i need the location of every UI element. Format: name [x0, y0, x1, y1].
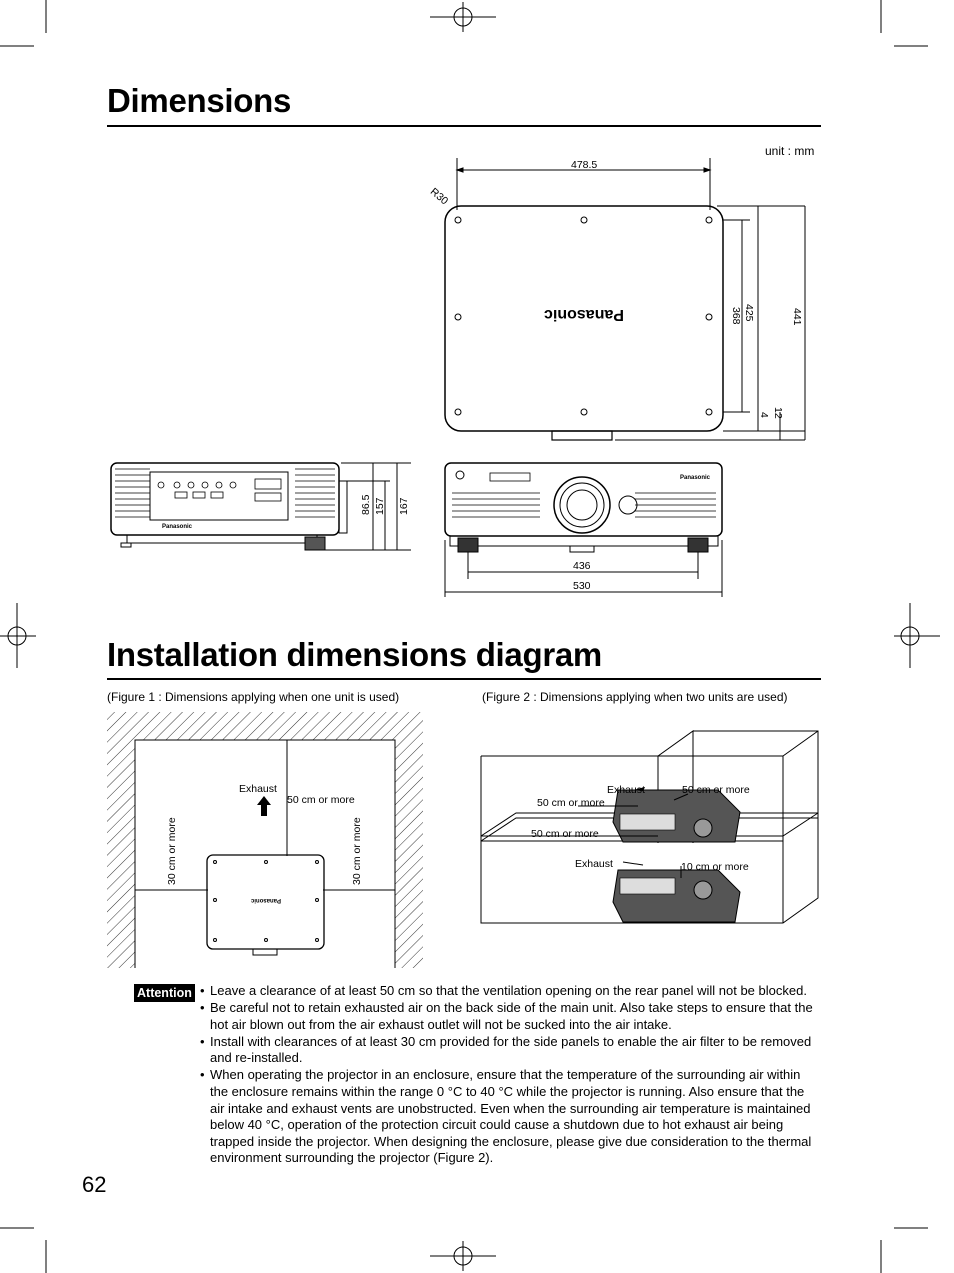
figure1-diagram [105, 710, 425, 970]
figure2-top-right-clearance-label: 50 cm or more [682, 784, 750, 796]
top-brand-logo: Panasonic [543, 306, 625, 323]
heading-dimensions: Dimensions [107, 82, 292, 119]
top-depth-b-label: 425 [743, 304, 755, 322]
figure1-right-clearance-label: 30 cm or more [351, 817, 363, 885]
heading-rule-2 [107, 678, 821, 680]
front-feet-span-label: 436 [573, 560, 591, 572]
side-brand-logo: Panasonic [162, 524, 193, 530]
figure1-rear-clearance-label: 50 cm or more [287, 794, 355, 806]
top-depth-total-label: 441 [791, 308, 803, 326]
figure2-between-clearance-label: 10 cm or more [681, 861, 749, 873]
figure1-left-clearance-label: 30 cm or more [166, 817, 178, 885]
heading-rule [107, 125, 821, 127]
projector-top-view [420, 150, 820, 450]
figure1-caption: (Figure 1 : Dimensions applying when one unit is used) [107, 690, 400, 704]
attention-note: • When operating the projector in an enclosure, ensure that the temperature of the surrounding air within the enclosure remains within the range 0 °C to 40 °C while the projector is running. Also ensure that the air intake and exhaust vents are unobstructed. Even when the surrounding air temperature is maintained below 40 °C, operation of the protection circuit could cause a shutdown due to hot exhaust air being trapped inside the projector. When designing the enclosure, please give due consideration to the thermal environment surrounding the projector (Figure 2). [200, 1067, 820, 1167]
figure2-diagram [478, 728, 823, 928]
projector-side-view [105, 455, 415, 560]
attention-notes [200, 983, 820, 1168]
side-height-a-label: 86.5 [360, 494, 372, 515]
attention-note: • Be careful not to retain exhausted air on the back side of the main unit. Also take steps to ensure that the hot air blown out from the air exhaust outlet will not be sucked into the air intake. [200, 1000, 820, 1033]
attention-note: • Leave a clearance of at least 50 cm so that the ventilation opening on the rear panel will not be blocked. [200, 983, 820, 1000]
figure2-top-left-clearance-label: 50 cm or more [537, 797, 605, 809]
figure2-caption: (Figure 2 : Dimensions applying when two units are used) [482, 690, 788, 704]
side-height-total-label: 167 [398, 497, 410, 515]
figure2-exhaust-bottom-label: Exhaust [575, 858, 613, 870]
front-total-width-label: 530 [573, 580, 591, 592]
figure2-mid-left-clearance-label: 50 cm or more [531, 828, 599, 840]
figure1-exhaust-label: Exhaust [239, 783, 277, 795]
top-depth-a-label: 368 [730, 307, 742, 325]
side-height-b-label: 157 [374, 497, 386, 515]
attention-note: • Install with clearances of at least 30 cm provided for the side panels to enable the air filter to be removed and re-installed. [200, 1034, 820, 1067]
front-brand-logo: Panasonic [680, 475, 711, 481]
unit-label: unit : mm [765, 144, 815, 158]
attention-badge: Attention [134, 984, 195, 1002]
top-offset-b-label: 12 [772, 407, 784, 419]
page-number: 62 [82, 1172, 107, 1197]
projector-front-view [440, 455, 730, 600]
figure1-brand-logo: Panasonic [250, 897, 282, 903]
figure2-exhaust-top-label: Exhaust [607, 784, 645, 796]
top-width-label: 478.5 [571, 159, 598, 171]
heading-installation: Installation dimensions diagram [107, 636, 602, 673]
top-offset-a-label: 4 [758, 412, 770, 418]
top-radius-label: R30 [427, 185, 451, 208]
